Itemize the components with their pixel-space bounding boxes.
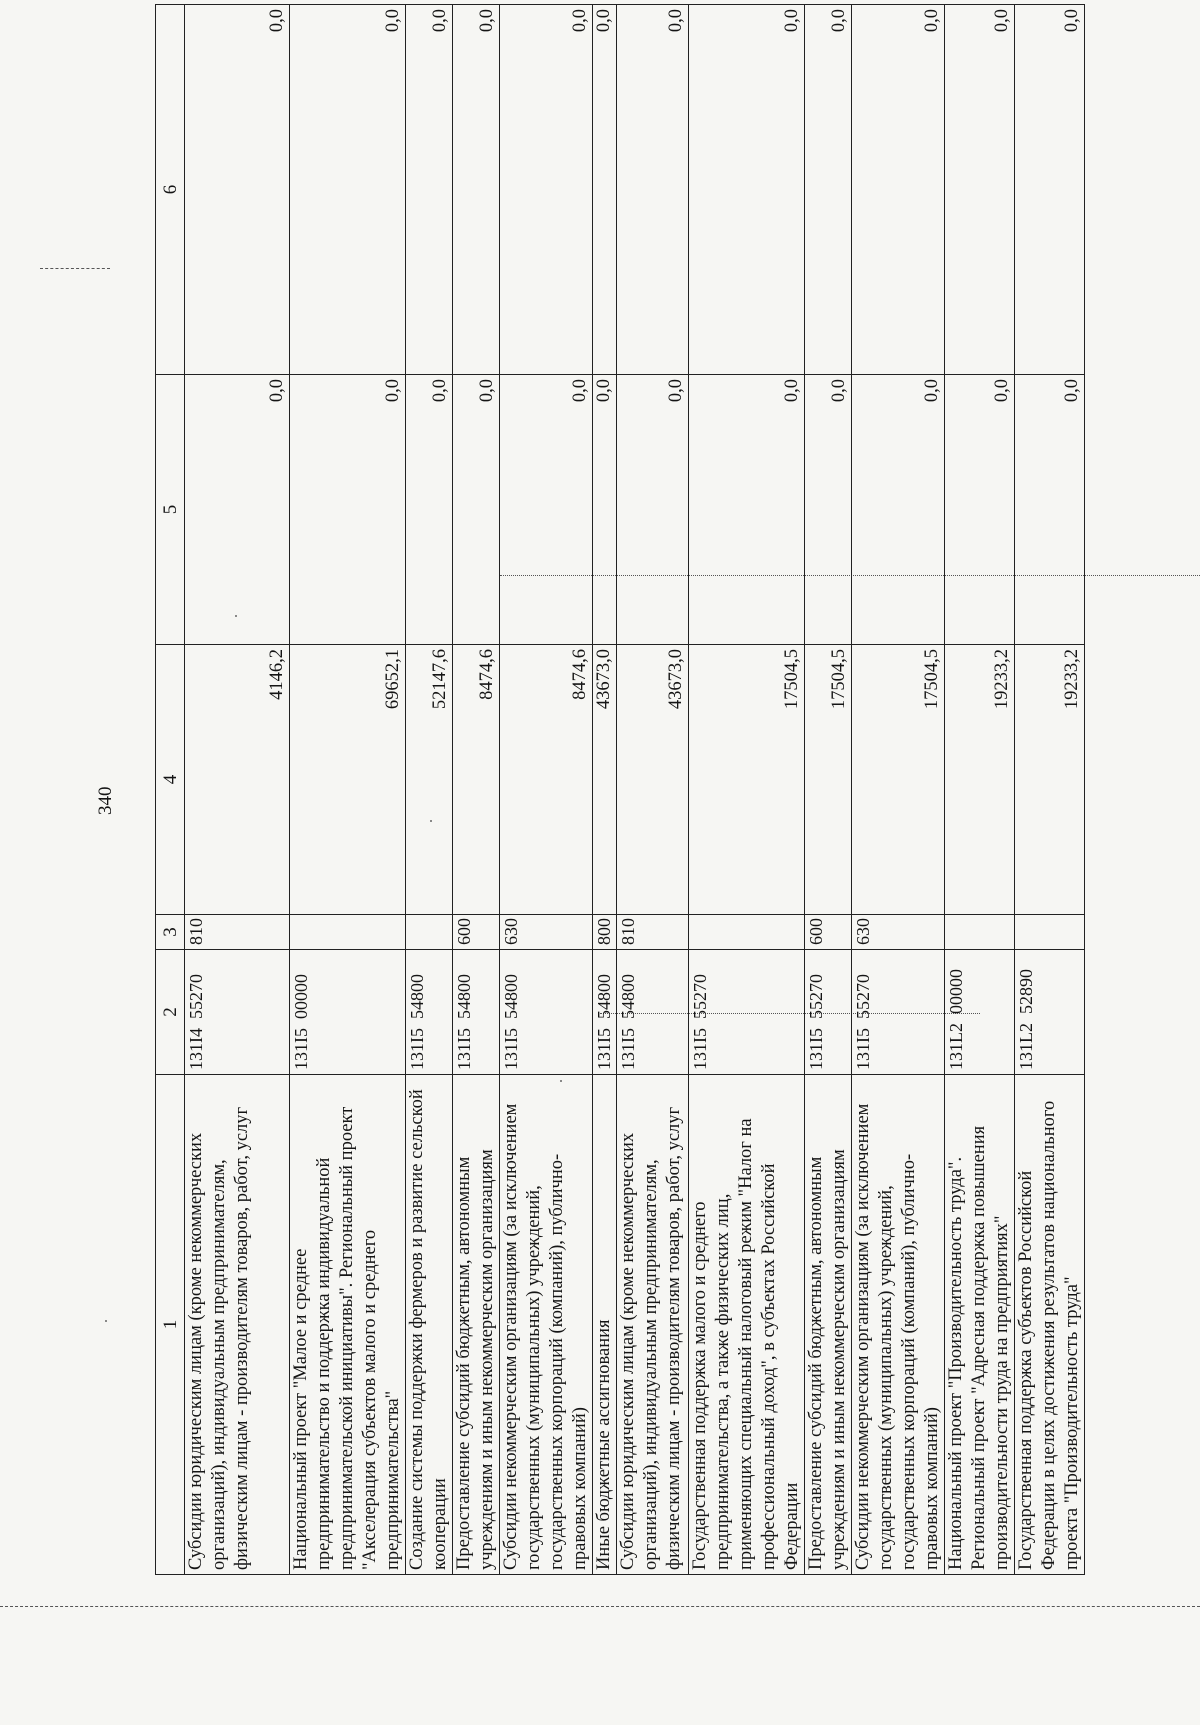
row-name-cell: Национальный проект "Производительность труда". Региональный проект "Адресная поддержка повышения производительности труда на предприятиях"	[945, 1075, 1015, 1575]
table-row	[852, 5, 945, 1575]
row-name-cell: Национальный проект "Малое и среднее предпринимательство и поддержка индивидуальной предпринимательской инициативы". Региональный проект "Акселерация субъектов малого и среднего предпринимательства"	[290, 1075, 406, 1575]
row-type-cell	[406, 915, 453, 950]
column-header: 2	[156, 950, 185, 1075]
row-name-cell: Субсидии юридическим лицам (кроме некоммерческих организаций), индивидуальным предпринимателям, физическим лицам - производителям товаров, работ, услуг	[617, 1075, 689, 1575]
row-name-cell: Предоставление субсидий бюджетным, автономным учреждениям и иным некоммерческим организациям	[805, 1075, 852, 1575]
table-row	[805, 5, 852, 1575]
column-header: 3	[156, 915, 185, 950]
row-value-col5: 0,0	[617, 375, 689, 645]
row-value-col5: 0,0	[852, 375, 945, 645]
table-row	[1015, 5, 1085, 1575]
row-value-col6: 0,0	[689, 5, 805, 375]
row-code-cell: 131I5 54800	[593, 950, 617, 1075]
row-name-cell: Государственная поддержка малого и среднего предпринимательства, а также физических лиц, применяющих специальный налоговый режим "Налог на профессиональный доход", в субъектах Российской Федерации	[689, 1075, 805, 1575]
row-name-cell: Иные бюджетные ассигнования	[593, 1075, 617, 1575]
row-name-cell: Субсидии некоммерческим организациям (за исключением государственных (муниципальных) учреждений, государственных корпораций (компаний), публично-правовых компаний)	[852, 1075, 945, 1575]
row-value-col4: 17504,5	[852, 645, 945, 915]
row-value-col4: 8474,6	[453, 645, 500, 915]
row-code-cell: 131I5 55270	[852, 950, 945, 1075]
table-row	[593, 5, 617, 1575]
row-type-cell: 800	[593, 915, 617, 950]
row-value-col6: 0,0	[593, 5, 617, 375]
column-header: 1	[156, 1075, 185, 1575]
row-value-col5: 0,0	[945, 375, 1015, 645]
budget-table	[155, 4, 1085, 1575]
row-type-cell	[945, 915, 1015, 950]
table-row	[945, 5, 1015, 1575]
row-value-col4: 52147,6	[406, 645, 453, 915]
table-header-row	[156, 5, 185, 1575]
row-value-col5: 0,0	[1015, 375, 1085, 645]
row-value-col5: 0,0	[290, 375, 406, 645]
row-value-col4: 19233,2	[945, 645, 1015, 915]
row-value-col5: 0,0	[453, 375, 500, 645]
row-value-col6: 0,0	[852, 5, 945, 375]
row-value-col4: 69652,1	[290, 645, 406, 915]
row-type-cell: 600	[453, 915, 500, 950]
table-row	[453, 5, 500, 1575]
row-value-col4: 8474,6	[500, 645, 593, 915]
row-value-col5: 0,0	[805, 375, 852, 645]
row-value-col4: 17504,5	[689, 645, 805, 915]
column-header: 6	[156, 5, 185, 375]
row-value-col4: 4146,2	[185, 645, 290, 915]
row-code-cell: 131I4 55270	[185, 950, 290, 1075]
table-row	[185, 5, 290, 1575]
row-code-cell: 131L2 52890	[1015, 950, 1085, 1075]
page-number: 340	[95, 786, 116, 815]
row-value-col6: 0,0	[1015, 5, 1085, 375]
row-name-cell: Государственная поддержка субъектов Российской Федерации в целях достижения результатов национального проекта "Производительность труда"	[1015, 1075, 1085, 1575]
row-name-cell: Предоставление субсидий бюджетным, автономным учреждениям и иным некоммерческим организациям	[453, 1075, 500, 1575]
row-type-cell	[1015, 915, 1085, 950]
row-value-col4: 43673,0	[617, 645, 689, 915]
row-name-cell: Субсидии некоммерческим организациям (за исключением государственных (муниципальных) учреждений, государственных корпораций (компаний), публично-правовых компаний)	[500, 1075, 593, 1575]
row-value-col4: 17504,5	[805, 645, 852, 915]
row-type-cell	[290, 915, 406, 950]
row-value-col6: 0,0	[453, 5, 500, 375]
row-value-col6: 0,0	[617, 5, 689, 375]
row-code-cell: 131I5 54800	[617, 950, 689, 1075]
row-name-cell: Субсидии юридическим лицам (кроме некоммерческих организаций), индивидуальным предпринимателям, физическим лицам - производителям товаров, работ, услуг	[185, 1075, 290, 1575]
row-value-col5: 0,0	[500, 375, 593, 645]
row-value-col5: 0,0	[593, 375, 617, 645]
row-value-col4: 43673,0	[593, 645, 617, 915]
row-type-cell	[689, 915, 805, 950]
row-value-col6: 0,0	[290, 5, 406, 375]
scan-artifact-line	[0, 1606, 1200, 1607]
table-row	[500, 5, 593, 1575]
table-row	[617, 5, 689, 1575]
row-code-cell: 131I5 00000	[290, 950, 406, 1075]
row-value-col6: 0,0	[805, 5, 852, 375]
row-name-cell: Создание системы поддержки фермеров и развитие сельской кооперации	[406, 1075, 453, 1575]
row-code-cell: 131L2 00000	[945, 950, 1015, 1075]
row-code-cell: 131I5 55270	[689, 950, 805, 1075]
row-code-cell: 131I5 54800	[453, 950, 500, 1075]
table-row	[406, 5, 453, 1575]
column-header: 5	[156, 375, 185, 645]
row-type-cell: 630	[852, 915, 945, 950]
row-value-col5: 0,0	[689, 375, 805, 645]
table-row	[290, 5, 406, 1575]
scan-artifact-line	[40, 268, 110, 269]
row-type-cell: 810	[617, 915, 689, 950]
row-code-cell: 131I5 54800	[500, 950, 593, 1075]
rotated-budget-table-page	[95, 5, 1082, 1575]
row-value-col6: 0,0	[406, 5, 453, 375]
row-value-col6: 0,0	[185, 5, 290, 375]
row-code-cell: 131I5 54800	[406, 950, 453, 1075]
row-value-col6: 0,0	[500, 5, 593, 375]
table-row	[689, 5, 805, 1575]
row-type-cell: 810	[185, 915, 290, 950]
row-value-col5: 0,0	[406, 375, 453, 645]
row-type-cell: 600	[805, 915, 852, 950]
row-value-col5: 0,0	[185, 375, 290, 645]
row-type-cell: 630	[500, 915, 593, 950]
scan-speck	[105, 1320, 107, 1322]
row-value-col4: 19233,2	[1015, 645, 1085, 915]
row-value-col6: 0,0	[945, 5, 1015, 375]
column-header: 4	[156, 645, 185, 915]
row-code-cell: 131I5 55270	[805, 950, 852, 1075]
